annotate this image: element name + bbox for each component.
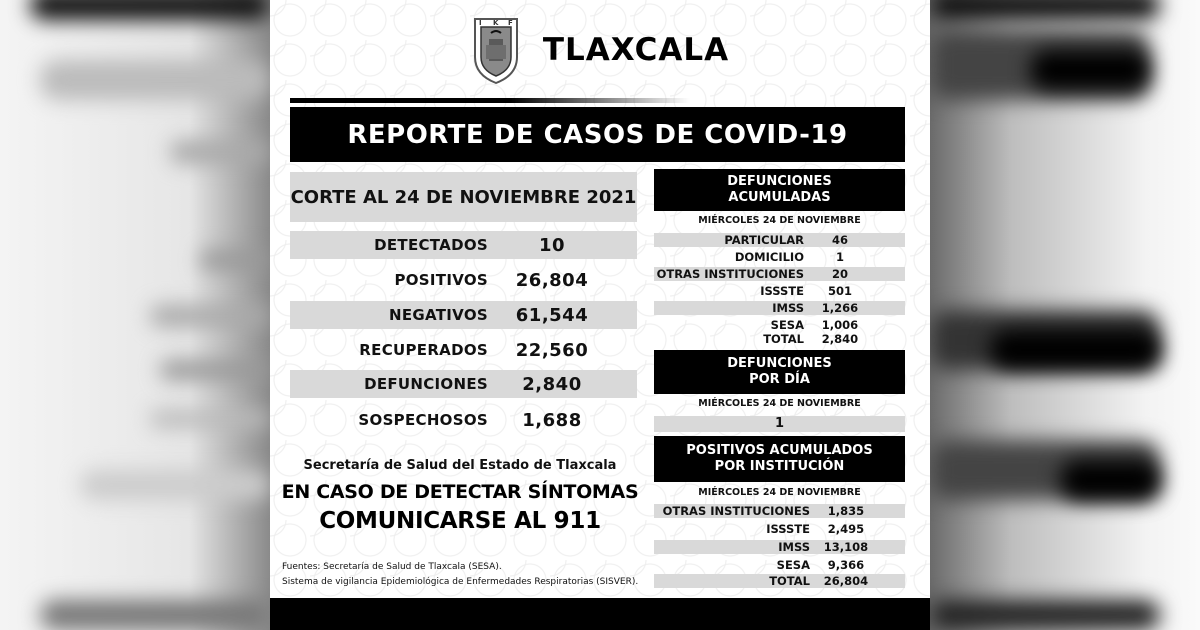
row-label: SESA xyxy=(770,318,804,332)
deaths-cumulative-header xyxy=(654,169,905,211)
row-value: 1 xyxy=(835,250,844,264)
deaths-daily-value: 1 xyxy=(654,416,905,432)
row-label: OTRAS INSTITUCIONES xyxy=(662,504,810,518)
stat-label: DETECTADOS xyxy=(374,236,488,254)
deaths-row-domicilio xyxy=(654,250,905,264)
row-value: 20 xyxy=(831,267,848,281)
panel-title-line: DEFUNCIONES xyxy=(727,356,832,371)
secretaria-credit: Secretaría de Salud del Estado de Tlaxcala xyxy=(303,458,617,473)
stat-value: 61,544 xyxy=(515,304,589,326)
positives-row-issste xyxy=(654,522,905,536)
notice-line-1: EN CASO DE DETECTAR SÍNTOMAS xyxy=(281,481,639,503)
positives-by-institution-header xyxy=(654,436,905,482)
card-bottom-bar xyxy=(270,598,930,630)
positives-row-imss xyxy=(654,540,905,554)
deaths-row-sesa xyxy=(654,318,905,332)
row-value: 9,366 xyxy=(827,558,865,572)
positives-date: MIÉRCOLES 24 DE NOVIEMBRE xyxy=(698,487,861,498)
stat-label: POSITIVOS xyxy=(394,271,488,289)
row-label: OTRAS INSTITUCIONES xyxy=(656,267,804,281)
stat-label: NEGATIVOS xyxy=(389,306,488,324)
deaths-cumulative-date: MIÉRCOLES 24 DE NOVIEMBRE xyxy=(698,215,861,226)
deaths-row-otras xyxy=(654,267,905,281)
stat-value: 22,560 xyxy=(515,339,589,361)
row-value: 1,266 xyxy=(821,301,859,315)
panel-title-line: ACUMULADAS xyxy=(728,190,831,205)
stat-row-positivos xyxy=(290,266,637,294)
positives-row-sesa xyxy=(654,558,905,572)
row-value: 26,804 xyxy=(823,574,869,588)
stat-label: SOSPECHOSOS xyxy=(358,411,488,429)
row-value: 1,006 xyxy=(821,318,859,332)
deaths-row-total xyxy=(654,332,905,346)
row-value: 2,495 xyxy=(827,522,865,536)
blurred-background-right xyxy=(930,0,1200,630)
stat-value: 2,840 xyxy=(522,373,582,395)
deaths-row-particular xyxy=(654,233,905,247)
decorative-divider xyxy=(290,98,690,103)
row-value: 1,835 xyxy=(827,504,865,518)
cutoff-date-banner: CORTE AL 24 DE NOVIEMBRE 2021 xyxy=(290,172,637,222)
stat-value: 10 xyxy=(538,234,566,256)
notice-line-2: COMUNICARSE AL 911 xyxy=(319,508,601,534)
row-value: 46 xyxy=(831,233,848,247)
brand-name: TLAXCALA xyxy=(542,32,730,68)
deaths-daily-date: MIÉRCOLES 24 DE NOVIEMBRE xyxy=(698,398,861,409)
row-label: DOMICILIO xyxy=(734,250,804,264)
blurred-background-left xyxy=(0,0,270,630)
covid-report-card xyxy=(270,0,930,630)
svg-text:I: I xyxy=(478,19,482,27)
panel-title-line: POR INSTITUCIÓN xyxy=(714,459,845,474)
source-note-2: Sistema de vigilancia Epidemiológica de Enfermedades Respiratorias (SISVER). xyxy=(282,577,639,587)
stat-value: 1,688 xyxy=(522,409,582,431)
row-label: ISSSTE xyxy=(760,284,804,298)
header-logo xyxy=(270,12,930,88)
source-note-1: Fuentes: Secretaría de Salud de Tlaxcala (SESA). xyxy=(282,562,502,572)
row-label: PARTICULAR xyxy=(724,233,804,247)
row-label: SESA xyxy=(776,558,810,572)
row-value: 13,108 xyxy=(823,540,869,554)
stat-value: 26,804 xyxy=(515,269,589,291)
row-label: ISSSTE xyxy=(766,522,810,536)
stat-row-detectados xyxy=(290,231,637,259)
stat-row-defunciones xyxy=(290,370,637,398)
deaths-daily-header xyxy=(654,350,905,394)
positives-row-otras xyxy=(654,504,905,518)
tlaxcala-coat-of-arms-icon xyxy=(471,15,521,85)
panel-title-line: POSITIVOS ACUMULADOS xyxy=(686,443,873,458)
svg-text:F: F xyxy=(507,19,513,27)
panel-title-line: DEFUNCIONES xyxy=(727,174,832,189)
positives-row-total xyxy=(654,574,905,588)
row-value: 501 xyxy=(827,284,852,298)
row-label: IMSS xyxy=(772,301,804,315)
deaths-row-imss xyxy=(654,301,905,315)
stat-label: RECUPERADOS xyxy=(359,341,488,359)
stat-row-negativos xyxy=(290,301,637,329)
row-label: IMSS xyxy=(778,540,810,554)
stat-row-sospechosos xyxy=(290,406,637,434)
page-title: REPORTE DE CASOS DE COVID-19 xyxy=(290,107,905,162)
panel-title-line: POR DÍA xyxy=(749,372,810,387)
row-value: 2,840 xyxy=(821,332,859,346)
deaths-row-issste xyxy=(654,284,905,298)
row-label: TOTAL xyxy=(769,574,810,588)
row-label: TOTAL xyxy=(763,332,804,346)
svg-text:K: K xyxy=(492,19,499,27)
stat-row-recuperados xyxy=(290,336,637,364)
stat-label: DEFUNCIONES xyxy=(364,375,488,393)
